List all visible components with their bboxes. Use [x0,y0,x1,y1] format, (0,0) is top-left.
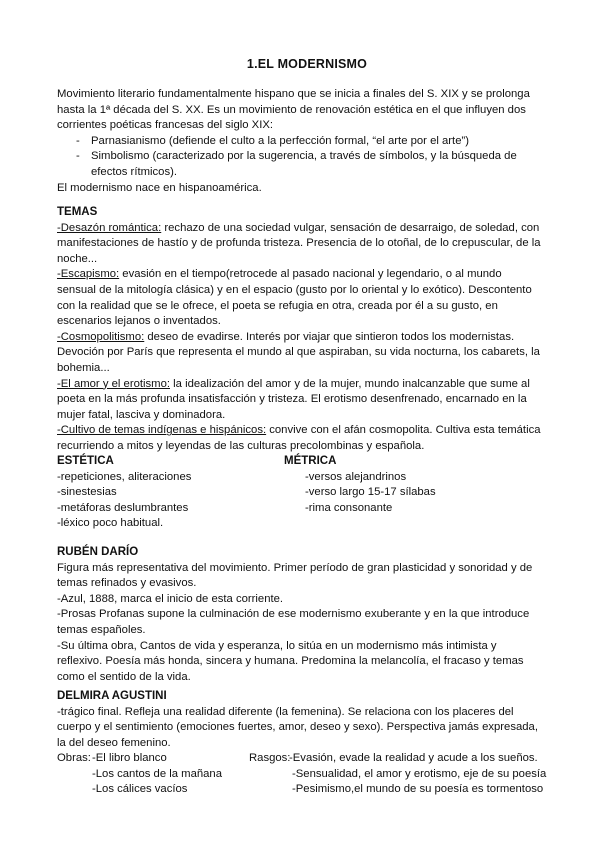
delmira-paragraph: -trágico final. Refleja una realidad diferente (la femenina). Se relaciona con los placeres del cuerpo y el sentimiento (emociones fuertes, amor, deseo y sexo). Perspectiva jamás expresada, la del deseo femenino. [57,705,538,749]
metrica-section [284,454,524,516]
obras-list [92,751,262,798]
list-item: -versos alejandrinos [305,470,407,483]
section-heading-metrica: MÉTRICA [284,455,337,467]
tema-item [57,267,543,329]
list-item: -El libro blanco [92,752,167,764]
tema-text: la idealización del amor y de la mujer, mundo inalcanzable que sume al poeta en la más profunda insatisfacción y tristeza. El erotismo desenfrenado, encarnado en la mujer fatal, lasciva y dominadora. [57,377,530,421]
intro-section [57,87,543,196]
tema-item [57,423,543,454]
list-item: - Simbolismo (caracterizado por la sugerencia, a través de símbolos, y la búsqueda de efectos rítmicos). [57,149,543,180]
section-heading-delmira: DELMIRA AGUSTINI [57,690,167,702]
section-heading-ruben: RUBÉN DARÍO [57,546,139,558]
delmira-section [57,689,543,751]
list-item: -sinestesias [57,486,117,499]
tema-item [57,221,543,268]
tema-term: -El amor y el erotismo: [57,377,170,390]
tema-text: convive con el afán cosmopolita. Cultiva esta temática recurriendo a mitos y leyendas de las culturas precolombinas y española. [57,424,541,452]
obras-label: Obras: [57,752,91,764]
temas-section [57,205,543,455]
estetica-section [57,454,277,532]
tema-item [57,377,543,424]
section-heading-temas: TEMAS [57,206,98,218]
tema-text: rechazo de una sociedad vulgar, sensación de desarraigo, de soledad, con manifestaciones de hastío y de profunda tristeza. Presencia de lo otoñal, de lo crepuscular, de la noche... [57,221,541,265]
tema-term: -Escapismo: [57,268,120,281]
tema-text: deseo de evadirse. Interés por viajar que sintieron todos los modernistas. Devoción por París que representa el mundo al que aspiraban, su vida nocturna, los cabarets, la bohemia... [57,330,540,374]
list-item: - Parnasianismo (defiende el culto a la perfección formal, “el arte por el arte”) [57,134,543,150]
list-item: -rima consonante [305,501,393,514]
intro-paragraph: Movimiento literario fundamentalmente hispano que se inicia a finales del S. XIX y se prolonga hasta la 1ª década del S. XX. Es un movimiento de renovación estética en el que influyen dos corrientes poéticas francesas del siglo XIX: [57,88,530,132]
ruben-paragraph: Figura más representativa del movimiento. Primer período de gran plasticidad y sonoridad y de temas refinados y evasivos. [57,561,533,590]
currents-list [57,134,543,181]
tema-text: evasión en el tiempo(retrocede al pasado nacional y legendario, o al mundo sensual de la mitología clásica) y en el espacio (gusto por lo oriental y lo exótico). Descontento con la realidad que se le ofrece, el poeta se refugia en otra, creada por él a su gusto, en escenarios lejanos o inventados. [57,268,532,328]
ruben-paragraph: -Prosas Profanas supone la culminación de ese modernismo exuberante y en la que introduce temas españoles. [57,608,530,636]
list-item: -Los cálices vacíos [92,783,188,796]
ruben-paragraph: -Azul, 1888, marca el inicio de esta corriente. [57,592,284,605]
rasgos-label: Rasgos: [249,752,291,764]
section-heading-estetica: ESTÉTICA [57,455,114,467]
ruben-dario-section [57,545,543,685]
list-item: -Los cantos de la mañana [92,767,222,780]
page-title: 1.EL MODERNISMO [246,57,368,71]
list-item: -léxico poco habitual. [57,517,164,530]
ruben-paragraph: -Su última obra, Cantos de vida y esperanza, lo sitúa en un modernismo más intimista y reflexivo. Poesía más honda, sincera y humana. Predomina la melancolía, el fracaso y temas como el sentido de la vida. [57,639,524,683]
list-item: -Evasión, evade la realidad y acude a los sueños. [289,752,538,764]
tema-item [57,330,543,377]
tema-term: -Cosmopolitismo: [57,330,145,343]
intro-closing: El modernismo nace en hispanoamérica. [57,181,262,194]
list-item: -metáforas deslumbrantes [57,501,189,514]
list-item: -repeticiones, aliteraciones [57,470,192,483]
tema-term: -Cultivo de temas indígenas e hispánicos: [57,424,267,437]
rasgos-list [289,751,551,798]
list-item: -Sensualidad, el amor y erotismo, eje de su poesía [292,767,547,780]
list-item: -Pesimismo,el mundo de su poesía es tormentoso [292,783,544,796]
tema-term: -Desazón romántica: [57,221,162,234]
list-item: -verso largo 15-17 sílabas [305,486,436,499]
